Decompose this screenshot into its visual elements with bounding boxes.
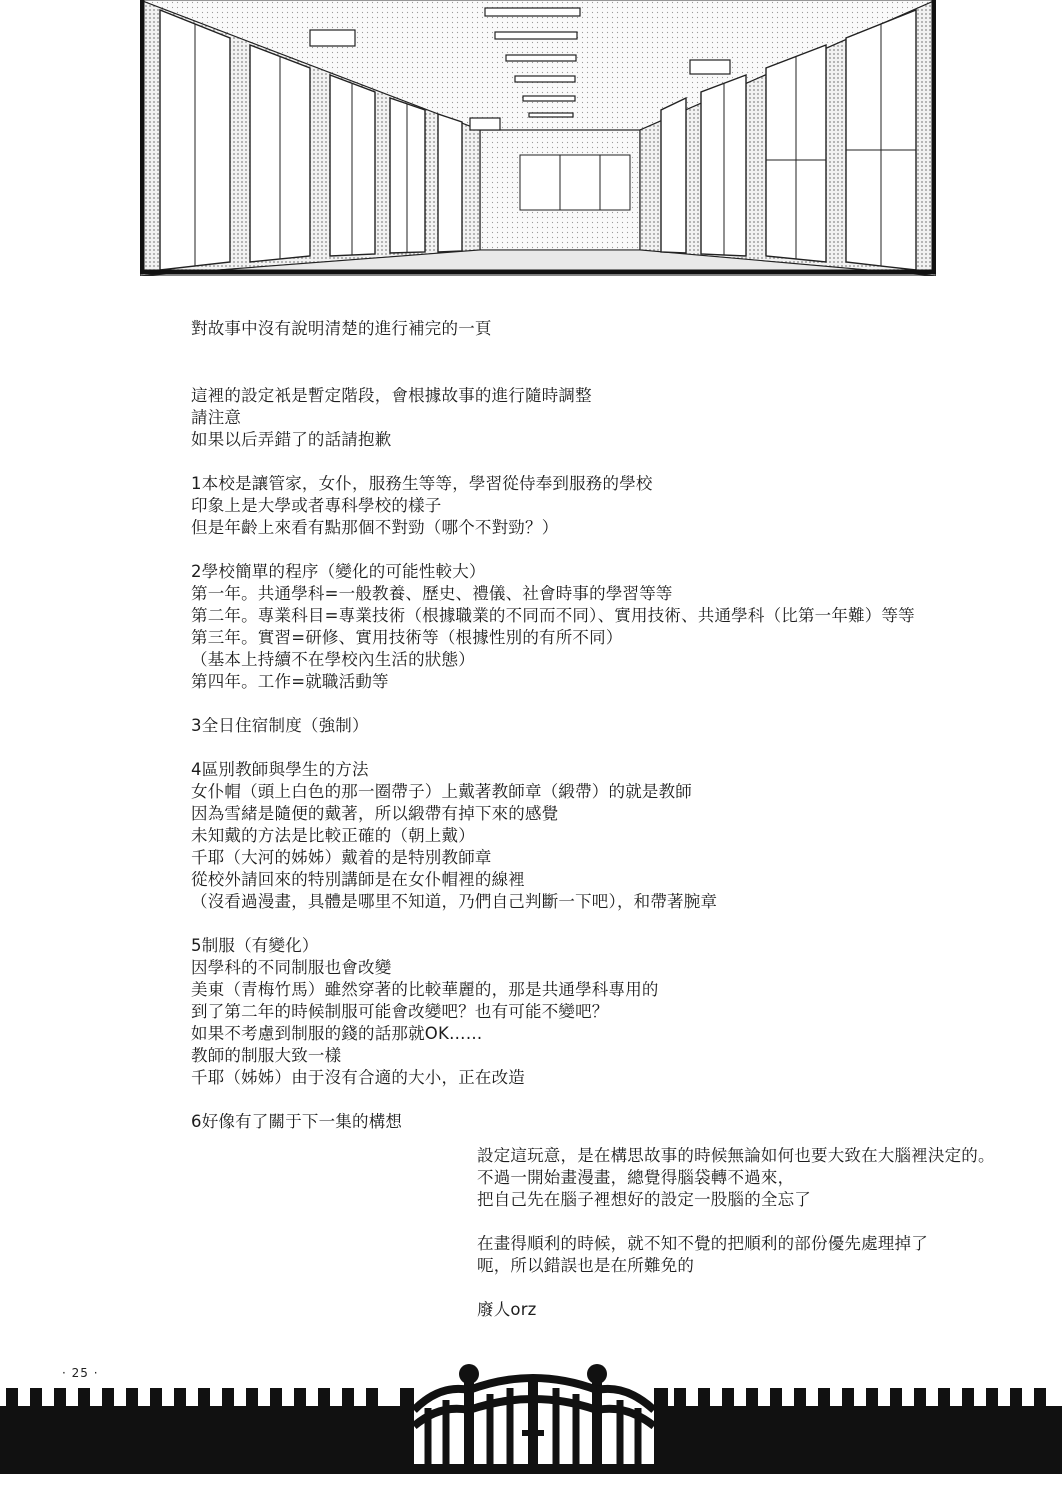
section-5-line: 到了第二年的時候制服可能會改變吧？也有可能不變吧？	[191, 1002, 609, 1021]
afterword-line: 不過一開始畫漫畫，總覺得腦袋轉不過來，	[477, 1168, 795, 1187]
afterword-line: 在畫得順利的時候，就不知不覺的把順利的部份優先處理掉了	[477, 1234, 928, 1253]
page-number: · 25 ·	[62, 1366, 99, 1380]
section-4-line: 因為雪緒是隨便的戴著，所以緞帶有掉下來的感覺	[191, 804, 559, 823]
section-5-line: 教師的制服大致一樣	[191, 1046, 342, 1065]
section-2-line: （基本上持續不在學校內生活的狀態）	[191, 650, 475, 669]
page-heading: 對故事中沒有說明清楚的進行補完的一頁	[191, 319, 492, 338]
section-4-line: 千耶（大河的姊姊）戴着的是特別教師章	[191, 848, 492, 867]
corridor-illustration	[140, 0, 936, 276]
intro-line: 請注意	[191, 408, 242, 427]
afterword-line: 設定這玩意，是在構思故事的時候無論如何也要大致在大腦裡決定的。	[477, 1146, 995, 1165]
section-2-line: 第四年。工作=就職活動等	[191, 672, 389, 691]
afterword-line: 呃，所以錯誤也是在所難免的	[477, 1256, 695, 1275]
section-4-line: 從校外請回來的特別講師是在女仆帽裡的線裡	[191, 870, 525, 889]
section-2-line: 第一年。共通學科=一般教養、歷史、禮儀、社會時事的學習等等	[191, 584, 673, 603]
afterword-line: 把自己先在腦子裡想好的設定一股腦的全忘了	[477, 1190, 811, 1209]
section-4-line: （沒看過漫畫，具體是哪里不知道，乃們自己判斷一下吧），和帶著腕章	[191, 892, 718, 911]
section-1-title: 1本校是讓管家，女仆，服務生等等，學習從侍奉到服務的學校	[191, 474, 653, 493]
section-2-line: 第三年。實習=研修、實用技術等（根據性別的有所不同）	[191, 628, 623, 647]
section-4-line: 未知戴的方法是比較正確的（朝上戴）	[191, 826, 475, 845]
section-1-line: 但是年齡上來看有點那個不對勁（哪个不對勁？）	[191, 518, 559, 537]
section-4-title: 4區別教師與學生的方法	[191, 760, 369, 779]
section-5-line: 千耶（姊姊）由于沒有合適的大小，正在改造	[191, 1068, 525, 1087]
section-5-line: 如果不考慮到制服的錢的話那就OK……	[191, 1024, 483, 1043]
section-2-line: 第二年。專業科目=專業技術（根據職業的不同而不同）、實用技術、共通學科（比第一年難）等等	[191, 606, 915, 625]
section-3-title: 3全日住宿制度（強制）	[191, 716, 369, 735]
section-1-line: 印象上是大學或者專科學校的樣子	[191, 496, 442, 515]
section-4-line: 女仆帽（頭上白色的那一圈帶子）上戴著教師章（緞帶）的就是教師	[191, 782, 692, 801]
section-5-line: 美東（青梅竹馬）雖然穿著的比較華麗的，那是共通學科專用的	[191, 980, 659, 999]
section-6-title: 6好像有了關于下一集的構想	[191, 1112, 403, 1131]
intro-line: 這裡的設定衹是暫定階段，會根據故事的進行隨時調整	[191, 386, 592, 405]
section-2-title: 2學校簡單的程序（變化的可能性較大）	[191, 562, 486, 581]
gate-footer-decoration	[0, 1360, 1062, 1476]
afterword-signature: 廢人orz	[477, 1300, 537, 1319]
section-5-line: 因學科的不同制服也會改變	[191, 958, 392, 977]
section-5-title: 5制服（有變化）	[191, 936, 319, 955]
intro-line: 如果以后弄錯了的話請抱歉	[191, 430, 392, 449]
